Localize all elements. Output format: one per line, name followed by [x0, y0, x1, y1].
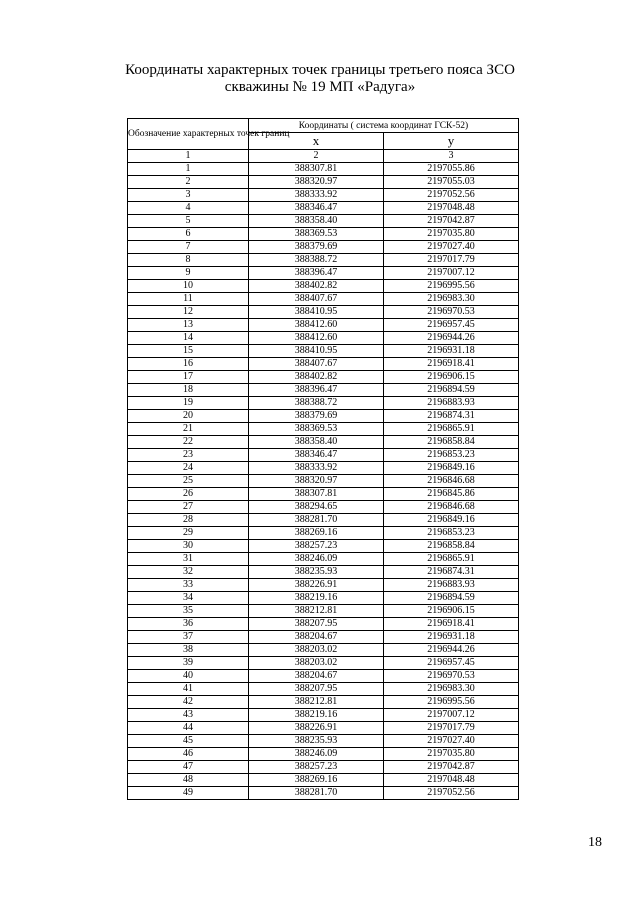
y-coordinate-cell: 2196931.18: [384, 631, 519, 644]
point-designation-header: Обозначение характерных точек границ: [128, 119, 249, 150]
y-coordinate-cell: 2196970.53: [384, 670, 519, 683]
point-number-cell: 41: [128, 683, 249, 696]
table-row: [128, 566, 519, 579]
table-row: [128, 722, 519, 735]
point-number-cell: 25: [128, 475, 249, 488]
point-number-cell: 42: [128, 696, 249, 709]
point-number-cell: 19: [128, 397, 249, 410]
point-number-cell: 48: [128, 774, 249, 787]
y-coordinate-cell: 2196846.68: [384, 501, 519, 514]
point-number-cell: 12: [128, 306, 249, 319]
x-coordinate-cell: 388204.67: [249, 670, 384, 683]
point-number-cell: 29: [128, 527, 249, 540]
table-row: [128, 462, 519, 475]
x-coordinate-cell: 388388.72: [249, 397, 384, 410]
y-coordinate-cell: 2196957.45: [384, 319, 519, 332]
x-coordinate-cell: 388212.81: [249, 605, 384, 618]
table-row: [128, 306, 519, 319]
x-coordinate-cell: 388219.16: [249, 592, 384, 605]
point-number-cell: 37: [128, 631, 249, 644]
x-coordinate-cell: 388402.82: [249, 371, 384, 384]
x-coordinate-cell: 388207.95: [249, 618, 384, 631]
coordinates-system-header: Координаты ( система координат ГСК-52): [249, 119, 519, 133]
x-coordinate-cell: 388358.40: [249, 215, 384, 228]
y-coordinate-cell: 2196906.15: [384, 371, 519, 384]
y-coordinate-cell: 2196874.31: [384, 566, 519, 579]
table-row: [128, 436, 519, 449]
point-number-cell: 27: [128, 501, 249, 514]
table-row: [128, 189, 519, 202]
table-row: [128, 371, 519, 384]
y-coordinate-cell: 2196970.53: [384, 306, 519, 319]
y-coordinate-cell: 2196865.91: [384, 423, 519, 436]
column-number-2: 2: [249, 150, 384, 163]
y-coordinate-cell: 2197027.40: [384, 735, 519, 748]
point-number-cell: 6: [128, 228, 249, 241]
document-title: [0, 62, 640, 96]
table-row: [128, 241, 519, 254]
y-coordinate-cell: 2196858.84: [384, 436, 519, 449]
y-coordinate-cell: 2196944.26: [384, 332, 519, 345]
table-row: [128, 501, 519, 514]
x-coordinate-cell: 388407.67: [249, 293, 384, 306]
y-coordinate-cell: 2197017.79: [384, 722, 519, 735]
point-number-cell: 18: [128, 384, 249, 397]
x-coordinate-cell: 388346.47: [249, 202, 384, 215]
table-row: [128, 293, 519, 306]
table-row: [128, 384, 519, 397]
x-coordinate-cell: 388379.69: [249, 410, 384, 423]
title-line-1: Координаты характерных точек границы третьего пояса ЗСО: [125, 62, 515, 78]
x-coordinate-cell: 388410.95: [249, 306, 384, 319]
table-row: [128, 215, 519, 228]
x-coordinate-cell: 388235.93: [249, 566, 384, 579]
y-coordinate-cell: 2197048.48: [384, 774, 519, 787]
point-number-cell: 28: [128, 514, 249, 527]
y-coordinate-cell: 2196853.23: [384, 527, 519, 540]
table-row: [128, 748, 519, 761]
table-row: [128, 605, 519, 618]
column-number-3: 3: [384, 150, 519, 163]
y-coordinate-cell: 2196849.16: [384, 462, 519, 475]
y-coordinate-cell: 2196874.31: [384, 410, 519, 423]
x-coordinate-cell: 388294.65: [249, 501, 384, 514]
y-coordinate-cell: 2196858.84: [384, 540, 519, 553]
table-row: [128, 631, 519, 644]
point-number-cell: 2: [128, 176, 249, 189]
point-number-cell: 15: [128, 345, 249, 358]
x-coordinate-cell: 388333.92: [249, 189, 384, 202]
y-coordinate-cell: 2197007.12: [384, 267, 519, 280]
y-coordinate-cell: 2196918.41: [384, 618, 519, 631]
table-row: [128, 683, 519, 696]
coordinates-table-body: [128, 163, 519, 800]
y-coordinate-cell: 2196983.30: [384, 683, 519, 696]
y-coordinate-cell: 2196944.26: [384, 644, 519, 657]
point-number-cell: 39: [128, 657, 249, 670]
x-coordinate-cell: 388203.02: [249, 657, 384, 670]
y-coordinate-cell: 2197055.86: [384, 163, 519, 176]
table-row: [128, 449, 519, 462]
point-number-cell: 20: [128, 410, 249, 423]
x-coordinate-cell: 388396.47: [249, 267, 384, 280]
point-number-cell: 16: [128, 358, 249, 371]
x-coordinate-cell: 388281.70: [249, 787, 384, 800]
y-coordinate-cell: 2197042.87: [384, 761, 519, 774]
table-row: [128, 202, 519, 215]
table-row: [128, 774, 519, 787]
y-coordinate-cell: 2196853.23: [384, 449, 519, 462]
point-number-cell: 32: [128, 566, 249, 579]
y-coordinate-cell: 2196849.16: [384, 514, 519, 527]
table-row: [128, 579, 519, 592]
x-coordinate-cell: 388307.81: [249, 488, 384, 501]
point-number-cell: 24: [128, 462, 249, 475]
table-row: [128, 397, 519, 410]
x-coordinate-cell: 388203.02: [249, 644, 384, 657]
point-number-cell: 46: [128, 748, 249, 761]
y-coordinate-cell: 2196983.30: [384, 293, 519, 306]
y-coordinate-cell: 2197027.40: [384, 241, 519, 254]
x-coordinate-cell: 388307.81: [249, 163, 384, 176]
y-coordinate-cell: 2196931.18: [384, 345, 519, 358]
x-coordinate-cell: 388358.40: [249, 436, 384, 449]
x-coordinate-cell: 388246.09: [249, 553, 384, 566]
point-number-cell: 10: [128, 280, 249, 293]
y-coordinate-cell: 2196957.45: [384, 657, 519, 670]
table-row: [128, 540, 519, 553]
y-coordinate-cell: 2196995.56: [384, 280, 519, 293]
y-coordinate-cell: 2196995.56: [384, 696, 519, 709]
table-row: [128, 410, 519, 423]
y-coordinate-cell: 2197055.03: [384, 176, 519, 189]
y-coordinate-cell: 2196894.59: [384, 592, 519, 605]
y-coordinate-cell: 2196883.93: [384, 397, 519, 410]
point-number-cell: 30: [128, 540, 249, 553]
y-coordinate-cell: 2197035.80: [384, 228, 519, 241]
y-coordinate-cell: 2197007.12: [384, 709, 519, 722]
table-row: [128, 176, 519, 189]
y-coordinate-cell: 2196846.68: [384, 475, 519, 488]
x-coordinate-cell: 388235.93: [249, 735, 384, 748]
point-number-cell: 14: [128, 332, 249, 345]
point-number-cell: 40: [128, 670, 249, 683]
point-number-cell: 5: [128, 215, 249, 228]
table-row: [128, 228, 519, 241]
y-coordinate-cell: 2197042.87: [384, 215, 519, 228]
table-row: [128, 514, 519, 527]
y-coordinate-cell: 2197052.56: [384, 787, 519, 800]
page-number: 18: [588, 835, 602, 850]
point-number-cell: 35: [128, 605, 249, 618]
y-coordinate-cell: 2197048.48: [384, 202, 519, 215]
table-row: [128, 280, 519, 293]
title-line-2: скважины № 19 МП «Радуга»: [224, 79, 416, 95]
y-coordinate-cell: 2196865.91: [384, 553, 519, 566]
table-row: [128, 488, 519, 501]
point-number-cell: 3: [128, 189, 249, 202]
table-row: [128, 761, 519, 774]
table-row: [128, 319, 519, 332]
table-row: [128, 267, 519, 280]
x-coordinate-cell: 388207.95: [249, 683, 384, 696]
x-coordinate-cell: 388269.16: [249, 774, 384, 787]
table-row: [128, 163, 519, 176]
point-number-cell: 31: [128, 553, 249, 566]
y-coordinate-cell: 2196883.93: [384, 579, 519, 592]
table-row: [128, 709, 519, 722]
x-coordinate-cell: 388257.23: [249, 761, 384, 774]
table-row: [128, 475, 519, 488]
point-number-cell: 34: [128, 592, 249, 605]
x-coordinate-cell: 388219.16: [249, 709, 384, 722]
table-row: [128, 735, 519, 748]
point-number-cell: 33: [128, 579, 249, 592]
point-number-cell: 8: [128, 254, 249, 267]
point-number-cell: 47: [128, 761, 249, 774]
y-coordinate-cell: 2197017.79: [384, 254, 519, 267]
x-coordinate-cell: 388320.97: [249, 176, 384, 189]
table-row: [128, 553, 519, 566]
x-coordinate-cell: 388388.72: [249, 254, 384, 267]
x-coordinate-cell: 388412.60: [249, 332, 384, 345]
table-row: [128, 644, 519, 657]
point-number-cell: 36: [128, 618, 249, 631]
table-row: [128, 618, 519, 631]
x-coordinate-cell: 388320.97: [249, 475, 384, 488]
point-number-cell: 13: [128, 319, 249, 332]
point-number-cell: 26: [128, 488, 249, 501]
table-row: [128, 670, 519, 683]
x-coordinate-cell: 388212.81: [249, 696, 384, 709]
point-number-cell: 21: [128, 423, 249, 436]
x-coordinate-cell: 388410.95: [249, 345, 384, 358]
y-coordinate-cell: 2196906.15: [384, 605, 519, 618]
x-coordinate-cell: 388257.23: [249, 540, 384, 553]
point-number-cell: 38: [128, 644, 249, 657]
table-row: [128, 592, 519, 605]
x-coordinate-cell: 388402.82: [249, 280, 384, 293]
x-coordinate-cell: 388412.60: [249, 319, 384, 332]
x-coordinate-cell: 388346.47: [249, 449, 384, 462]
x-coordinate-cell: 388226.91: [249, 579, 384, 592]
x-coordinate-cell: 388269.16: [249, 527, 384, 540]
table-row: [128, 696, 519, 709]
y-coordinate-cell: 2196894.59: [384, 384, 519, 397]
table-row: [128, 332, 519, 345]
point-number-cell: 44: [128, 722, 249, 735]
point-number-cell: 11: [128, 293, 249, 306]
point-number-cell: 49: [128, 787, 249, 800]
y-coordinate-cell: 2196845.86: [384, 488, 519, 501]
point-number-cell: 43: [128, 709, 249, 722]
table-row: [128, 254, 519, 267]
point-number-cell: 23: [128, 449, 249, 462]
table-row: [128, 358, 519, 371]
table-row: [128, 787, 519, 800]
x-coordinate-cell: 388204.67: [249, 631, 384, 644]
x-coordinate-cell: 388333.92: [249, 462, 384, 475]
x-coordinate-cell: 388396.47: [249, 384, 384, 397]
x-coordinate-cell: 388379.69: [249, 241, 384, 254]
x-coordinate-cell: 388369.53: [249, 228, 384, 241]
x-coordinate-cell: 388369.53: [249, 423, 384, 436]
point-number-cell: 4: [128, 202, 249, 215]
table-row: [128, 527, 519, 540]
point-number-cell: 1: [128, 163, 249, 176]
point-number-cell: 22: [128, 436, 249, 449]
x-coordinate-cell: 388407.67: [249, 358, 384, 371]
y-coordinate-cell: 2197035.80: [384, 748, 519, 761]
x-column-header: x: [249, 133, 384, 150]
coordinates-table: [127, 118, 519, 800]
table-row: [128, 657, 519, 670]
table-row: [128, 423, 519, 436]
column-number-1: 1: [128, 150, 249, 163]
x-coordinate-cell: 388226.91: [249, 722, 384, 735]
point-number-cell: 7: [128, 241, 249, 254]
x-coordinate-cell: 388281.70: [249, 514, 384, 527]
x-coordinate-cell: 388246.09: [249, 748, 384, 761]
point-number-cell: 45: [128, 735, 249, 748]
y-coordinate-cell: 2196918.41: [384, 358, 519, 371]
point-number-cell: 17: [128, 371, 249, 384]
y-coordinate-cell: 2197052.56: [384, 189, 519, 202]
point-number-cell: 9: [128, 267, 249, 280]
table-row: [128, 345, 519, 358]
y-column-header: y: [384, 133, 519, 150]
